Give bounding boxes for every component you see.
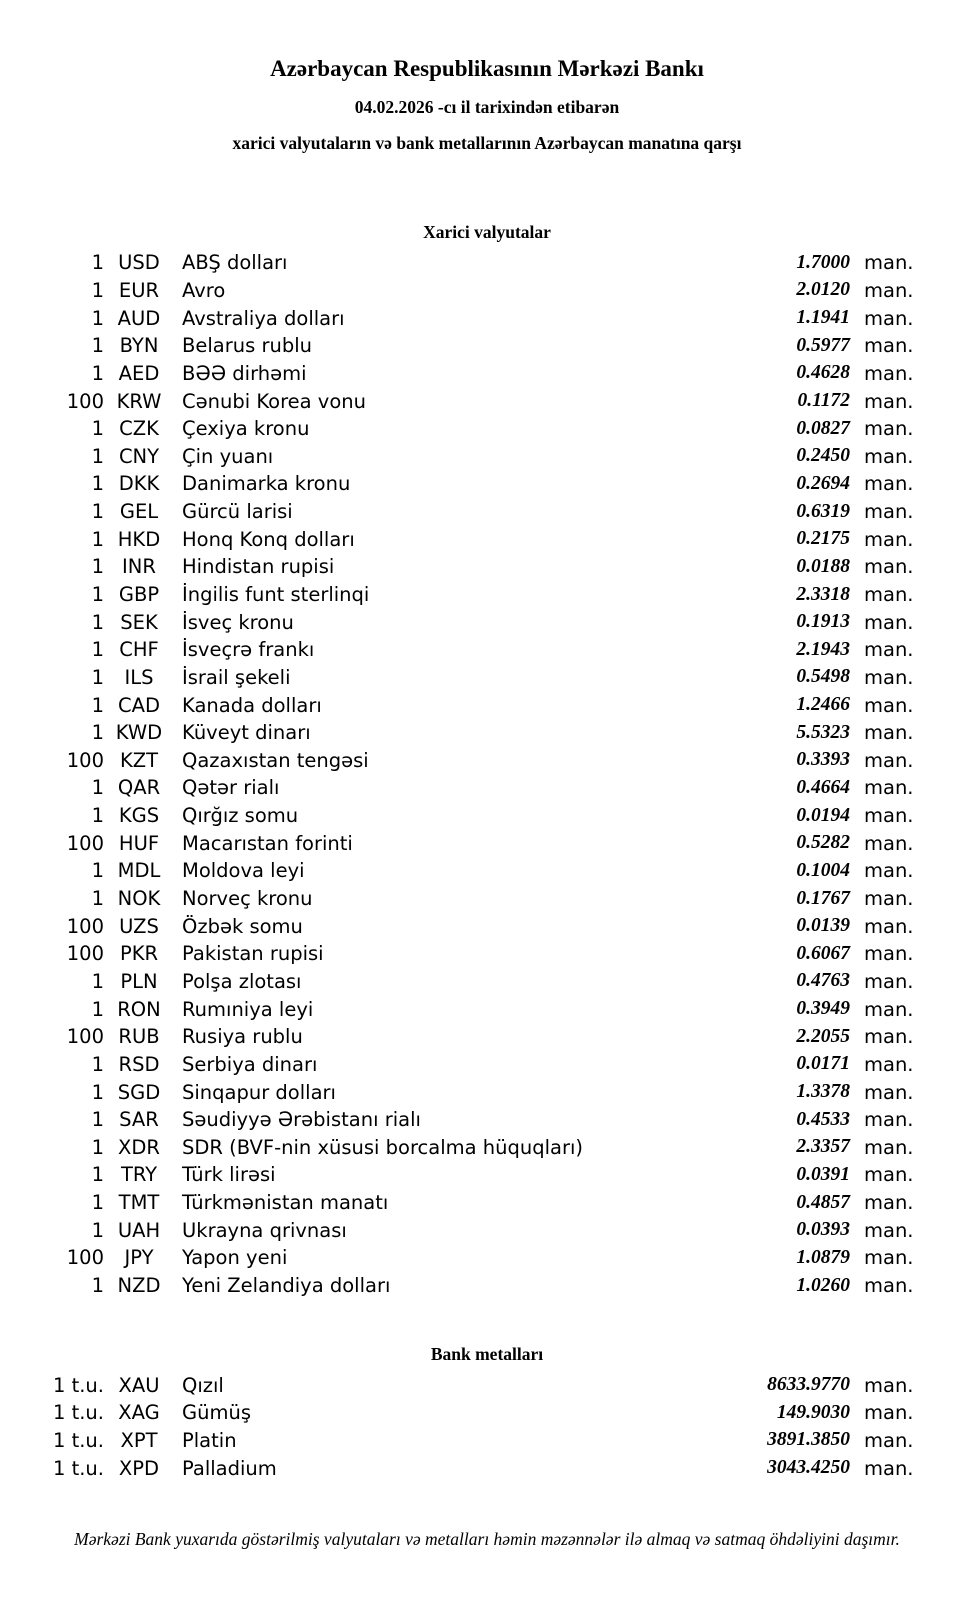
currency-row xyxy=(0,664,914,692)
unit-label: man. xyxy=(864,1191,914,1215)
quantity: 1 xyxy=(91,1135,104,1159)
currency-row xyxy=(0,747,914,775)
currency-code: CAD xyxy=(118,693,160,717)
unit-label: man. xyxy=(864,583,914,606)
quantity: 1 xyxy=(91,1080,104,1104)
currency-row xyxy=(0,249,914,277)
currency-code: CZK xyxy=(119,417,159,441)
metals-section-title: Bank metalları xyxy=(430,1344,544,1365)
rate-value: 1.7000 xyxy=(796,251,850,273)
unit-label: man. xyxy=(864,278,914,302)
rate-value: 5.5323 xyxy=(796,721,850,743)
currency-name: Danimarka kronu xyxy=(182,472,351,496)
quantity: 100 xyxy=(66,914,104,938)
unit-label: man. xyxy=(864,1080,914,1104)
unit-label: man. xyxy=(864,389,914,413)
rate-value: 0.1913 xyxy=(796,611,850,633)
unit-label: man. xyxy=(864,1025,914,1049)
currency-row xyxy=(0,442,914,470)
rate-value: 149.9030 xyxy=(776,1401,850,1423)
currency-code: HUF xyxy=(118,831,160,855)
currency-name: Səudiyyə Ərəbistanı rialı xyxy=(182,1108,421,1132)
rate-value: 0.3393 xyxy=(796,749,850,771)
currency-name: Serbiya dinarı xyxy=(182,1052,318,1076)
currency-code: RSD xyxy=(118,1052,160,1076)
currency-code: QAR xyxy=(117,776,161,800)
effective-date-line: 04.02.2026 -cı il tarixindən etibarən xyxy=(354,97,620,117)
quantity: 1 xyxy=(91,969,104,993)
currency-name: Qazaxıstan tengəsi xyxy=(182,748,369,772)
unit-label: man. xyxy=(864,997,914,1021)
quantity: 1 xyxy=(91,306,104,330)
unit-label: man. xyxy=(864,665,914,689)
rate-value: 0.6067 xyxy=(796,942,850,964)
currency-code: KRW xyxy=(116,389,162,413)
rate-value: 0.0194 xyxy=(796,804,850,826)
currency-name: Belarus rublu xyxy=(182,334,313,358)
metal-name: Qızıl xyxy=(182,1373,224,1397)
currency-name: Honq Konq dolları xyxy=(182,527,355,551)
quantity: 1 xyxy=(91,278,104,302)
rate-value: 0.2694 xyxy=(796,472,850,494)
rate-value: 3891.3850 xyxy=(767,1429,850,1451)
rate-value: 0.4533 xyxy=(796,1108,850,1130)
unit-label: man. xyxy=(864,969,914,993)
currency-code: KWD xyxy=(115,721,163,745)
currency-name: Gürcü larisi xyxy=(182,500,293,524)
currency-code: AUD xyxy=(117,306,161,330)
currency-name: Rumıniya leyi xyxy=(182,997,314,1021)
metal-code: XAG xyxy=(118,1401,160,1425)
rate-value: 0.0391 xyxy=(796,1163,850,1185)
quantity: 1 xyxy=(91,887,104,911)
unit-label: man. xyxy=(864,748,914,772)
currency-row xyxy=(0,1244,914,1272)
rate-value: 2.1943 xyxy=(796,638,850,660)
currency-name: Yeni Zelandiya dolları xyxy=(182,1274,391,1298)
currency-table xyxy=(0,249,974,1299)
unit-label: man. xyxy=(864,887,914,911)
currency-row xyxy=(0,995,914,1023)
metal-code: XPD xyxy=(118,1456,160,1480)
metal-name: Platin xyxy=(182,1428,237,1452)
quantity: 100 xyxy=(66,942,104,966)
unit-label: man. xyxy=(864,831,914,855)
currency-code: CHF xyxy=(119,638,159,662)
quantity: 1 t.u. xyxy=(52,1373,104,1397)
currency-row xyxy=(0,415,914,443)
currency-name: Hindistan rupisi xyxy=(182,555,335,579)
currency-section-title: Xarici valyutalar xyxy=(423,222,551,242)
quantity: 1 xyxy=(91,804,104,828)
currency-code: USD xyxy=(118,251,160,275)
currency-row xyxy=(0,857,914,885)
currency-name: İsveçrə frankı xyxy=(182,638,315,662)
quantity: 1 xyxy=(91,693,104,717)
quantity: 1 xyxy=(91,444,104,468)
quantity: 1 xyxy=(91,1274,104,1298)
currency-row xyxy=(0,608,914,636)
currency-name: Kanada dolları xyxy=(182,693,322,717)
rate-value: 2.3318 xyxy=(796,583,850,605)
unit-label: man. xyxy=(864,1246,914,1270)
rate-value: 1.1941 xyxy=(796,307,850,329)
currency-row xyxy=(0,304,914,332)
metal-row xyxy=(0,1371,914,1399)
currency-name: Avro xyxy=(182,278,226,302)
rate-value: 0.4628 xyxy=(796,362,850,384)
quantity: 1 xyxy=(91,665,104,689)
currency-code: SAR xyxy=(119,1108,159,1132)
quantity: 100 xyxy=(66,1025,104,1049)
quantity: 1 xyxy=(91,1218,104,1242)
currency-row xyxy=(0,1189,914,1217)
currency-row xyxy=(0,1023,914,1051)
rate-value: 0.0827 xyxy=(796,417,850,439)
currency-row xyxy=(0,1161,914,1189)
currency-code: ILS xyxy=(124,665,154,689)
rate-value: 0.4664 xyxy=(796,776,850,798)
quantity: 1 xyxy=(91,527,104,551)
unit-label: man. xyxy=(864,776,914,800)
currency-name: Qətər rialı xyxy=(182,776,280,800)
unit-label: man. xyxy=(864,942,914,966)
currency-name: Pakistan rupisi xyxy=(182,942,324,966)
currency-row xyxy=(0,360,914,388)
rate-value: 0.4857 xyxy=(796,1191,850,1213)
bulletin-subtitle: xarici valyutaların və bank metallarının Azərbaycan manatına qarşı xyxy=(232,133,742,153)
rate-value: 2.3357 xyxy=(796,1136,850,1158)
currency-name: Türk lirəsi xyxy=(182,1163,276,1187)
quantity: 1 xyxy=(91,721,104,745)
quantity: 1 xyxy=(91,555,104,579)
currency-row xyxy=(0,802,914,830)
metal-code: XPT xyxy=(120,1428,158,1452)
quantity: 100 xyxy=(66,748,104,772)
currency-name: Küveyt dinarı xyxy=(182,721,311,745)
quantity: 1 xyxy=(91,251,104,275)
currency-row xyxy=(0,885,914,913)
currency-code: NOK xyxy=(117,887,161,911)
currency-row xyxy=(0,636,914,664)
currency-code: UAH xyxy=(117,1218,161,1242)
currency-code: SEK xyxy=(120,610,158,634)
rate-value: 2.0120 xyxy=(796,279,850,301)
unit-label: man. xyxy=(864,1401,914,1425)
quantity: 1 xyxy=(91,638,104,662)
rate-value: 3043.4250 xyxy=(767,1457,850,1479)
currency-code: TRY xyxy=(120,1163,158,1187)
rate-value: 0.5977 xyxy=(796,334,850,356)
currency-name: Yapon yeni xyxy=(182,1246,288,1270)
unit-label: man. xyxy=(864,859,914,883)
unit-label: man. xyxy=(864,1456,914,1480)
currency-name: Moldova leyi xyxy=(182,859,305,883)
unit-label: man. xyxy=(864,417,914,441)
currency-code: EUR xyxy=(118,278,160,302)
unit-label: man. xyxy=(864,804,914,828)
unit-label: man. xyxy=(864,638,914,662)
currency-code: TMT xyxy=(118,1191,160,1215)
disclaimer-note: Mərkəzi Bank yuxarıda göstərilmiş valyutaları və metalları həmin məzənnələr ilə almaq və satmaq öhdəliyini daşımır. xyxy=(74,1528,900,1549)
currency-name: İsveç kronu xyxy=(182,610,294,634)
currency-code: INR xyxy=(122,555,156,579)
currency-row xyxy=(0,912,914,940)
rate-value: 0.1172 xyxy=(797,390,850,412)
unit-label: man. xyxy=(864,1428,914,1452)
rate-value: 1.3378 xyxy=(796,1081,850,1103)
quantity: 1 t.u. xyxy=(52,1401,104,1425)
rate-value: 0.3949 xyxy=(796,998,850,1020)
metal-row xyxy=(0,1454,914,1482)
rate-value: 1.0879 xyxy=(796,1246,850,1268)
quantity: 1 xyxy=(91,583,104,606)
rate-value: 0.0188 xyxy=(796,555,850,577)
quantity: 1 xyxy=(91,417,104,441)
rate-value: 0.0139 xyxy=(796,915,850,937)
rate-value: 0.2450 xyxy=(796,445,850,467)
currency-row xyxy=(0,719,914,747)
quantity: 1 xyxy=(91,472,104,496)
currency-code: HKD xyxy=(117,527,161,551)
unit-label: man. xyxy=(864,251,914,275)
currency-name: Macarıstan forinti xyxy=(182,831,353,855)
currency-name: Rusiya rublu xyxy=(182,1025,303,1049)
bulletin-header xyxy=(0,0,974,154)
rate-value: 0.4763 xyxy=(796,970,850,992)
currency-name: Qırğız somu xyxy=(182,804,299,828)
currency-name: Cənubi Korea vonu xyxy=(182,389,366,413)
currency-row xyxy=(0,691,914,719)
quantity: 1 xyxy=(91,1052,104,1076)
currency-row xyxy=(0,387,914,415)
bank-title: Azərbaycan Respublikasının Mərkəzi Bankı xyxy=(270,56,704,81)
metal-row xyxy=(0,1399,914,1427)
currency-row xyxy=(0,1106,914,1134)
currency-code: NZD xyxy=(117,1274,161,1298)
rate-value: 0.6319 xyxy=(796,500,850,522)
quantity: 1 xyxy=(91,610,104,634)
currency-name: Türkmənistan manatı xyxy=(182,1191,389,1215)
quantity: 1 xyxy=(91,776,104,800)
unit-label: man. xyxy=(864,914,914,938)
currency-name: Norveç kronu xyxy=(182,887,313,911)
unit-label: man. xyxy=(864,306,914,330)
rate-value: 0.1004 xyxy=(796,859,850,881)
currency-row xyxy=(0,470,914,498)
unit-label: man. xyxy=(864,1135,914,1159)
currency-name: Özbək somu xyxy=(182,914,303,938)
currency-code: PKR xyxy=(119,942,159,966)
currency-code: CNY xyxy=(118,444,160,468)
metals-table xyxy=(0,1371,974,1482)
currency-row xyxy=(0,277,914,305)
currency-code: PLN xyxy=(120,969,158,993)
currency-code: BYN xyxy=(119,334,159,358)
quantity: 1 xyxy=(91,997,104,1021)
currency-name: ABŞ dolları xyxy=(182,251,288,275)
rate-value: 0.1767 xyxy=(796,887,850,909)
unit-label: man. xyxy=(864,693,914,717)
quantity: 1 t.u. xyxy=(52,1456,104,1480)
currency-code: RON xyxy=(117,997,161,1021)
rate-value: 2.2055 xyxy=(796,1025,850,1047)
unit-label: man. xyxy=(864,1274,914,1298)
currency-row xyxy=(0,581,914,609)
rate-value: 1.2466 xyxy=(796,694,850,716)
currency-row xyxy=(0,553,914,581)
metal-code: XAU xyxy=(118,1373,160,1397)
currency-code: GEL xyxy=(119,500,159,524)
unit-label: man. xyxy=(864,610,914,634)
currency-name: İsrail şekeli xyxy=(182,665,291,689)
currency-code: SGD xyxy=(117,1080,161,1104)
currency-row xyxy=(0,498,914,526)
currency-name: İngilis funt sterlinqi xyxy=(182,583,370,606)
metal-name: Gümüş xyxy=(182,1401,251,1425)
currency-row xyxy=(0,1134,914,1162)
unit-label: man. xyxy=(864,1052,914,1076)
unit-label: man. xyxy=(864,1108,914,1132)
currency-row xyxy=(0,940,914,968)
unit-label: man. xyxy=(864,527,914,551)
quantity: 100 xyxy=(66,389,104,413)
currency-name: Avstraliya dolları xyxy=(182,306,345,330)
quantity: 1 xyxy=(91,1108,104,1132)
currency-row xyxy=(0,1051,914,1079)
quantity: 1 xyxy=(91,500,104,524)
currency-code: UZS xyxy=(119,914,159,938)
unit-label: man. xyxy=(864,721,914,745)
currency-name: Çexiya kronu xyxy=(182,417,310,441)
currency-row xyxy=(0,968,914,996)
quantity: 100 xyxy=(66,1246,104,1270)
quantity: 100 xyxy=(66,831,104,855)
rate-value: 0.5498 xyxy=(796,666,850,688)
currency-name: Ukrayna qrivnası xyxy=(182,1218,347,1242)
metal-row xyxy=(0,1427,914,1455)
metal-name: Palladium xyxy=(182,1456,277,1480)
currency-name: Polşa zlotası xyxy=(182,969,302,993)
currency-code: MDL xyxy=(117,859,161,883)
currency-row xyxy=(0,1272,914,1300)
currency-row xyxy=(0,1078,914,1106)
currency-code: DKK xyxy=(118,472,160,496)
rate-value: 1.0260 xyxy=(796,1274,850,1296)
rate-value: 0.5282 xyxy=(796,832,850,854)
quantity: 1 xyxy=(91,1191,104,1215)
currency-name: Çin yuanı xyxy=(182,444,274,468)
quantity: 1 xyxy=(91,1163,104,1187)
currency-name: BƏƏ dirhəmi xyxy=(182,361,307,385)
currency-code: JPY xyxy=(124,1246,154,1270)
currency-code: KGS xyxy=(118,804,160,828)
unit-label: man. xyxy=(864,334,914,358)
currency-row xyxy=(0,774,914,802)
quantity: 1 t.u. xyxy=(52,1428,104,1452)
currency-row xyxy=(0,829,914,857)
rate-value: 0.0393 xyxy=(796,1219,850,1241)
rate-value: 0.0171 xyxy=(796,1053,850,1075)
currency-code: GBP xyxy=(118,583,160,606)
unit-label: man. xyxy=(864,555,914,579)
currency-name: Sinqapur dolları xyxy=(182,1080,336,1104)
rate-value: 8633.9770 xyxy=(767,1374,850,1396)
unit-label: man. xyxy=(864,500,914,524)
quantity: 1 xyxy=(91,859,104,883)
currency-name: SDR (BVF-nin xüsusi borcalma hüquqları) xyxy=(182,1135,584,1159)
currency-row xyxy=(0,1216,914,1244)
currency-code: RUB xyxy=(118,1025,160,1049)
currency-code: KZT xyxy=(119,748,159,772)
unit-label: man. xyxy=(864,361,914,385)
unit-label: man. xyxy=(864,472,914,496)
quantity: 1 xyxy=(91,334,104,358)
currency-code: AED xyxy=(118,361,160,385)
currency-code: XDR xyxy=(118,1135,160,1159)
unit-label: man. xyxy=(864,1218,914,1242)
currency-row xyxy=(0,525,914,553)
unit-label: man. xyxy=(864,1373,914,1397)
rate-value: 0.2175 xyxy=(796,528,850,550)
quantity: 1 xyxy=(91,361,104,385)
unit-label: man. xyxy=(864,444,914,468)
currency-row xyxy=(0,332,914,360)
unit-label: man. xyxy=(864,1163,914,1187)
